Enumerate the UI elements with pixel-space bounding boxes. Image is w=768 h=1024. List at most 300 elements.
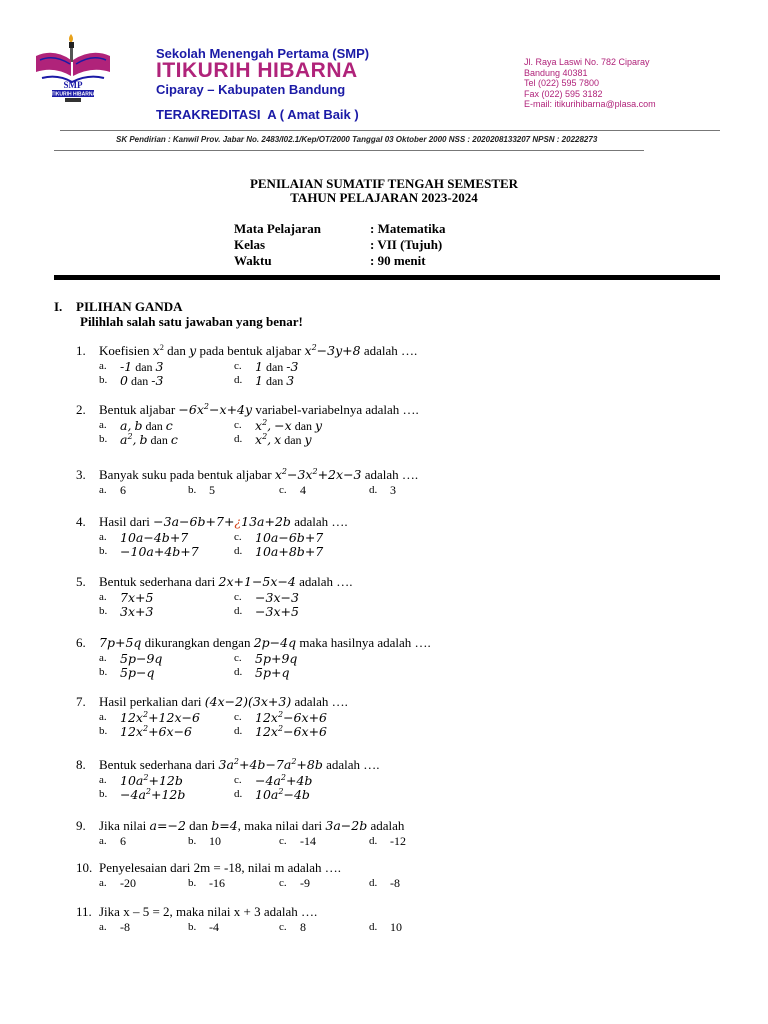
- math-expression: a=−2: [149, 818, 186, 833]
- option-text: $x^2$, x dan y: [255, 432, 312, 447]
- superscript: 2: [277, 710, 284, 719]
- option-letter: a.: [99, 711, 107, 723]
- option-text: 4: [300, 483, 306, 497]
- option-math: y: [304, 432, 312, 447]
- math-symbol: 6: [293, 710, 302, 725]
- superscript: 2: [142, 710, 149, 719]
- math-symbol: +: [180, 544, 191, 559]
- option-math: $x^2$,: [255, 432, 272, 447]
- math-symbol: −: [251, 574, 263, 589]
- math-symbol: -: [120, 359, 125, 374]
- math-symbol: 3: [265, 604, 274, 619]
- option-math: $12x^2+6x-6$: [120, 724, 192, 739]
- option-math: −10a+4b+7: [120, 544, 199, 559]
- option-math: 5p−9q: [120, 651, 163, 666]
- math-symbol: 3: [155, 359, 164, 374]
- math-symbol: −: [316, 343, 328, 358]
- option-text: -9: [300, 876, 310, 890]
- math-symbol: 2: [235, 694, 244, 709]
- question-text: Bentuk sederhana dari $3a^2+4b-7a^2+8b$ adalah ….: [99, 757, 380, 772]
- math-symbol: 8: [352, 343, 361, 358]
- superscript: 2: [233, 757, 239, 766]
- math-expression: $-6x^2-x+4y$: [178, 402, 253, 417]
- math-symbol: ,: [267, 418, 272, 433]
- option-letter: a.: [99, 877, 107, 889]
- math-symbol: +: [148, 710, 159, 725]
- option-letter: d.: [369, 835, 378, 847]
- option-math: −3x−3: [255, 590, 299, 605]
- math-symbol: 1: [255, 530, 263, 545]
- option-math: [120, 373, 128, 388]
- math-symbol: 1: [120, 710, 128, 725]
- option-letter: b.: [99, 666, 108, 678]
- option-math: [255, 373, 263, 388]
- option-math: x: [274, 432, 282, 447]
- option-letter: d.: [234, 374, 243, 386]
- math-symbol: +: [153, 544, 165, 559]
- option-text: [120, 604, 153, 620]
- math-symbol: 3: [155, 373, 164, 388]
- superscript: 2: [277, 724, 284, 733]
- option-math: 3x+3: [120, 604, 154, 619]
- option-letter: a.: [99, 652, 107, 664]
- math-symbol: −: [120, 787, 131, 802]
- math-symbol: +: [308, 724, 320, 739]
- math-symbol: 4: [237, 402, 245, 417]
- math-symbol: 1: [130, 544, 139, 559]
- option-math: 5p−q: [120, 665, 155, 680]
- option-letter: d.: [369, 921, 378, 933]
- math-symbol: 1: [158, 710, 167, 725]
- math-symbol: 2: [166, 710, 175, 725]
- math-symbol: 5: [120, 665, 128, 680]
- math-symbol: −: [277, 574, 288, 589]
- option-math: $12x^2-6x+6$: [255, 724, 327, 739]
- math-symbol: −: [283, 787, 294, 802]
- option-letter: a.: [99, 591, 107, 603]
- math-symbol: -: [286, 359, 291, 374]
- option-math: y: [315, 418, 323, 433]
- option-text: 6: [120, 834, 126, 848]
- math-symbol: 2: [218, 574, 227, 589]
- math-symbol: −: [178, 402, 189, 417]
- math-symbol: 4: [280, 635, 289, 650]
- superscript: 2: [145, 787, 151, 796]
- math-symbol: −: [280, 590, 291, 605]
- math-symbol: 7: [315, 530, 324, 545]
- option-text: -4: [209, 920, 219, 934]
- math-symbol: 5: [290, 604, 299, 619]
- math-symbol: +: [238, 757, 250, 772]
- math-symbol: +: [114, 635, 126, 650]
- meta-value-class: : VII (Tujuh): [370, 237, 443, 252]
- math-symbol: 1: [120, 724, 128, 739]
- option-text: [255, 724, 327, 740]
- math-symbol: −: [209, 402, 220, 417]
- math-symbol: +: [278, 544, 289, 559]
- math-symbol: 1: [255, 544, 263, 559]
- question-text: Hasil dari −3a−6b+7+¿13a+2b adalah ….: [99, 514, 348, 529]
- option-letter: d.: [234, 545, 243, 557]
- math-symbol: 1: [161, 787, 170, 802]
- address-line: Bandung 40381: [524, 67, 588, 78]
- option-letter: a.: [99, 360, 107, 372]
- math-symbol: 3: [290, 359, 299, 374]
- math-symbol: +: [223, 514, 235, 529]
- option-letter: b.: [188, 835, 197, 847]
- math-symbol: 6: [288, 530, 297, 545]
- option-text: -16: [209, 876, 225, 890]
- question-text: Jika nilai a=−2 dan b=4, maka nilai dari 3a−2b adalah: [99, 818, 405, 833]
- superscript: 2: [281, 467, 287, 476]
- math-symbol: 6: [293, 724, 302, 739]
- superscript: 2: [312, 467, 318, 476]
- math-symbol: 4: [293, 787, 302, 802]
- math-symbol: −: [167, 818, 178, 833]
- question-text: Bentuk aljabar $-6x^2-x+4y$ variabel-variabelnya adalah ….: [99, 402, 419, 417]
- option-letter: d.: [234, 605, 243, 617]
- option-math: 5p+9q: [255, 651, 298, 666]
- math-symbol: 6: [319, 724, 327, 739]
- math-symbol: 3: [290, 590, 299, 605]
- math-symbol: +: [317, 467, 329, 482]
- math-symbol: 0: [127, 530, 136, 545]
- option-letter: d.: [234, 666, 243, 678]
- math-symbol: 0: [120, 373, 128, 388]
- math-symbol: 4: [209, 694, 218, 709]
- accreditation: TERAKREDITASI A ( Amat Baik ): [156, 107, 359, 122]
- math-symbol: 6: [189, 514, 198, 529]
- exam-year: TAHUN PELAJARAN 2023-2024: [290, 190, 478, 205]
- math-symbol: 0: [262, 530, 271, 545]
- math-symbol: 2: [177, 818, 186, 833]
- question-number: 3.: [76, 467, 86, 482]
- math-symbol: 6: [192, 710, 200, 725]
- option-text: -8: [120, 920, 130, 934]
- math-symbol: ): [243, 694, 248, 709]
- math-symbol: 1: [255, 710, 263, 725]
- option-letter: c.: [234, 591, 242, 603]
- meta-label-time: Waktu: [234, 253, 272, 268]
- option-math: −3x+5: [255, 604, 299, 619]
- math-expression: $x^2-3y+8$: [304, 343, 361, 358]
- option-math: −x: [274, 418, 292, 433]
- option-letter: b.: [188, 484, 197, 496]
- math-symbol: 8: [306, 757, 315, 772]
- math-symbol: 1: [255, 787, 263, 802]
- math-symbol: 3: [120, 604, 128, 619]
- option-text: 5: [209, 483, 215, 497]
- math-symbol: 4: [249, 757, 258, 772]
- math-symbol: 2: [351, 818, 360, 833]
- math-symbol: 5: [120, 651, 128, 666]
- math-symbol: 4: [164, 544, 173, 559]
- math-symbol: +: [226, 402, 238, 417]
- math-symbol: −: [181, 710, 192, 725]
- question-number: 7.: [76, 694, 86, 709]
- math-symbol: 1: [255, 373, 263, 388]
- math-symbol: −: [143, 530, 154, 545]
- math-var: y: [189, 343, 197, 358]
- math-symbol: −: [283, 710, 294, 725]
- math-symbol: −: [265, 757, 276, 772]
- option-letter: c.: [279, 921, 287, 933]
- option-letter: c.: [279, 877, 287, 889]
- option-math: c: [165, 418, 173, 433]
- option-letter: a.: [99, 774, 107, 786]
- math-symbol: +: [148, 773, 159, 788]
- math-symbol: −: [173, 724, 185, 739]
- question-text: Hasil perkalian dari (4x−2)(3x+3) adalah ….: [99, 694, 348, 709]
- option-letter: d.: [369, 877, 378, 889]
- option-math: $12x^2+12x-6$: [120, 710, 200, 725]
- math-symbol: ,: [127, 418, 132, 433]
- option-text: -12: [390, 834, 406, 848]
- math-symbol: 2: [127, 710, 136, 725]
- math-symbol: 1: [243, 574, 252, 589]
- math-symbol: 6: [319, 710, 327, 725]
- math-symbol: −: [343, 467, 354, 482]
- superscript: 2: [262, 432, 268, 441]
- option-letter: c.: [234, 652, 242, 664]
- meta-label-subject: Mata Pelajaran: [234, 221, 322, 236]
- section-title: PILIHAN GANDA: [76, 299, 183, 314]
- math-expression: 2p−4q: [253, 635, 297, 650]
- option-letter: c.: [234, 774, 242, 786]
- math-expression: 2x+1−5x−4: [218, 574, 296, 589]
- math-symbol: 0: [262, 787, 271, 802]
- math-symbol: +: [342, 343, 353, 358]
- option-text: [120, 787, 185, 803]
- math-symbol: +: [267, 694, 279, 709]
- math-symbol: 7: [180, 530, 189, 545]
- option-letter: b.: [99, 605, 108, 617]
- math-expression: (4x−2)(3x+3): [204, 694, 292, 709]
- math-symbol: +: [280, 604, 291, 619]
- math-symbol: 3: [325, 818, 334, 833]
- math-expression: b=4: [211, 818, 238, 833]
- option-text: 3: [390, 483, 396, 497]
- math-symbol: 1: [255, 724, 263, 739]
- option-text: a, b dan c: [120, 418, 173, 433]
- math-expression: −3a−6b+7+¿13a+2b: [153, 514, 291, 529]
- math-symbol: −: [269, 635, 281, 650]
- math-symbol: −: [255, 590, 266, 605]
- math-symbol: 9: [146, 651, 155, 666]
- option-text: [255, 604, 299, 620]
- math-symbol: 9: [281, 651, 290, 666]
- math-symbol: 3: [145, 604, 154, 619]
- option-letter: d.: [234, 725, 243, 737]
- math-symbol: −: [274, 418, 285, 433]
- math-symbol: 4: [287, 574, 296, 589]
- math-symbol: −: [224, 694, 236, 709]
- math-symbol: 4: [153, 530, 162, 545]
- math-symbol: −: [179, 514, 190, 529]
- math-symbol: +: [296, 757, 307, 772]
- option-math: 10a−6b+7: [255, 530, 324, 545]
- option-text: 10: [209, 834, 221, 848]
- math-symbol: 3: [249, 514, 258, 529]
- math-symbol: 4: [296, 773, 305, 788]
- math-symbol: +: [285, 773, 297, 788]
- option-text: 6: [120, 483, 126, 497]
- section-number: I.: [54, 299, 63, 314]
- math-symbol: 4: [229, 818, 238, 833]
- math-symbol: 2: [253, 635, 262, 650]
- option-letter: a.: [99, 835, 107, 847]
- math-symbol: 2: [328, 467, 336, 482]
- math-symbol: 8: [288, 544, 297, 559]
- math-expression: 7p+5q: [99, 635, 142, 650]
- header-rule-top: [60, 130, 720, 131]
- option-text: -20: [120, 876, 136, 890]
- math-symbol: 0: [262, 544, 271, 559]
- stray-glyph: ¿: [234, 514, 242, 529]
- option-math: 7x+5: [120, 590, 154, 605]
- math-symbol: 1: [120, 773, 128, 788]
- meta-value-time: : 90 menit: [370, 253, 426, 268]
- question-number: 9.: [76, 818, 86, 833]
- option-math: b: [134, 418, 143, 433]
- math-symbol: +: [233, 574, 244, 589]
- option-text: [120, 724, 192, 740]
- math-symbol: (: [248, 694, 253, 709]
- superscript: 2: [203, 402, 210, 411]
- math-symbol: ,: [267, 432, 272, 447]
- math-symbol: 0: [127, 773, 136, 788]
- school-name: ITIKURIH HIBARNA: [156, 59, 358, 82]
- question-number: 6.: [76, 635, 86, 650]
- option-math: $x^2$,: [255, 418, 272, 433]
- option-text: [120, 544, 199, 560]
- math-symbol: ): [286, 694, 292, 709]
- option-math: [156, 359, 164, 374]
- option-letter: a.: [99, 921, 107, 933]
- math-symbol: 7: [315, 544, 324, 559]
- math-symbol: 3: [163, 514, 172, 529]
- school-logo: [32, 30, 114, 104]
- math-symbol: +: [205, 514, 216, 529]
- superscript: 2: [311, 343, 317, 352]
- option-math: 10a−4b+7: [120, 530, 189, 545]
- math-symbol: −: [255, 773, 266, 788]
- option-letter: d.: [234, 788, 243, 800]
- option-text: 8: [300, 920, 306, 934]
- math-symbol: 1: [255, 359, 263, 374]
- math-symbol: 1: [241, 514, 250, 529]
- option-text: $a^2$, b dan c: [120, 432, 178, 447]
- math-expression: $3a^2+4b-7a^2+8b$: [218, 757, 323, 772]
- math-symbol: −: [135, 665, 147, 680]
- option-letter: c.: [279, 484, 287, 496]
- math-symbol: 5: [255, 651, 263, 666]
- math-symbol: 2: [127, 724, 136, 739]
- question-text: Banyak suku pada bentuk aljabar $x^2-3x^2+2x-3$ adalah ….: [99, 467, 419, 482]
- math-symbol: -: [151, 373, 156, 388]
- question-number: 4.: [76, 514, 86, 529]
- superscript: 2: [127, 432, 133, 441]
- math-symbol: −: [278, 530, 289, 545]
- question-number: 11.: [76, 904, 92, 919]
- address-email: E-mail: itikurihibarna@plasa.com: [524, 99, 656, 109]
- math-symbol: 6: [184, 724, 192, 739]
- option-letter: b.: [99, 725, 108, 737]
- option-math: $10a^2-4b$: [255, 787, 310, 802]
- math-symbol: =: [157, 818, 168, 833]
- math-symbol: 7: [120, 590, 128, 605]
- question-number: 2.: [76, 402, 86, 417]
- question-text: Penyelesaian dari 2m = -18, nilai m adalah ….: [99, 860, 341, 875]
- math-symbol: +: [169, 530, 181, 545]
- math-symbol: 2: [169, 787, 178, 802]
- math-symbol: 7: [99, 635, 107, 650]
- question-number: 1.: [76, 343, 86, 358]
- math-symbol: +: [135, 604, 146, 619]
- math-symbol: 2: [274, 514, 283, 529]
- option-letter: d.: [234, 433, 243, 445]
- option-text: 1 dan 3: [255, 373, 295, 388]
- option-text: -14: [300, 834, 316, 848]
- math-symbol: 5: [145, 590, 154, 605]
- option-text: 0 dan -3: [120, 373, 164, 388]
- math-symbol: −: [286, 467, 298, 482]
- question-number: 8.: [76, 757, 86, 772]
- math-symbol: 5: [255, 665, 263, 680]
- question-text: Bentuk sederhana dari 2x+1−5x−4 adalah ….: [99, 574, 353, 589]
- option-math: [151, 373, 163, 388]
- math-symbol: 5: [125, 635, 134, 650]
- math-symbol: +: [148, 724, 159, 739]
- option-math: $-4a^2+12b$: [120, 787, 186, 802]
- math-symbol: 4: [265, 773, 274, 788]
- math-symbol: 3: [327, 343, 336, 358]
- option-letter: a.: [99, 531, 107, 543]
- math-symbol: +: [304, 530, 316, 545]
- math-symbol: +: [264, 514, 275, 529]
- option-letter: b.: [99, 374, 108, 386]
- option-letter: c.: [234, 360, 242, 372]
- superscript: 2: [142, 724, 149, 733]
- math-symbol: ,: [132, 432, 137, 447]
- math-symbol: 3: [278, 694, 287, 709]
- option-letter: c.: [234, 531, 242, 543]
- address-line: Jl. Raya Laswi No. 782 Ciparay: [524, 57, 650, 67]
- option-text: $x^2$, −x dan y: [255, 418, 323, 433]
- option-letter: a.: [99, 484, 107, 496]
- option-math: $12x^2-6x+6$: [255, 710, 327, 725]
- option-text: [255, 544, 323, 560]
- math-expression: 3a−2b: [325, 818, 368, 833]
- option-text: 1 dan -3: [255, 359, 299, 374]
- math-symbol: −: [340, 818, 352, 833]
- question-text: 7p+5q dikurangkan dengan 2p−4q maka hasilnya adalah ….: [99, 635, 431, 650]
- math-symbol: 3: [297, 467, 306, 482]
- option-text: -8: [390, 876, 400, 890]
- option-math: $a^2$,: [120, 432, 137, 447]
- math-symbol: (: [204, 694, 210, 709]
- math-symbol: 1: [158, 773, 167, 788]
- sk-line: SK Pendirian : Kanwil Prov. Jabar No. 2483/I02.1/Kep/OT/2000 Tanggal 03 Oktober 2000 NSS : 2020208133207 NPSN : 20228273: [116, 135, 598, 144]
- math-symbol: 2: [166, 773, 175, 788]
- option-math: b: [139, 432, 148, 447]
- section-instruction: Pilihlah salah satu jawaban yang benar!: [80, 314, 303, 329]
- divider-thick: [54, 275, 720, 280]
- address-fax: Fax (022) 595 3182: [524, 88, 603, 99]
- math-symbol: 2: [262, 710, 271, 725]
- math-symbol: 7: [275, 757, 284, 772]
- question-text: Koefisien $x^2$ dan y pada bentuk aljabar $x^2-3y+8$ adalah ….: [99, 343, 418, 358]
